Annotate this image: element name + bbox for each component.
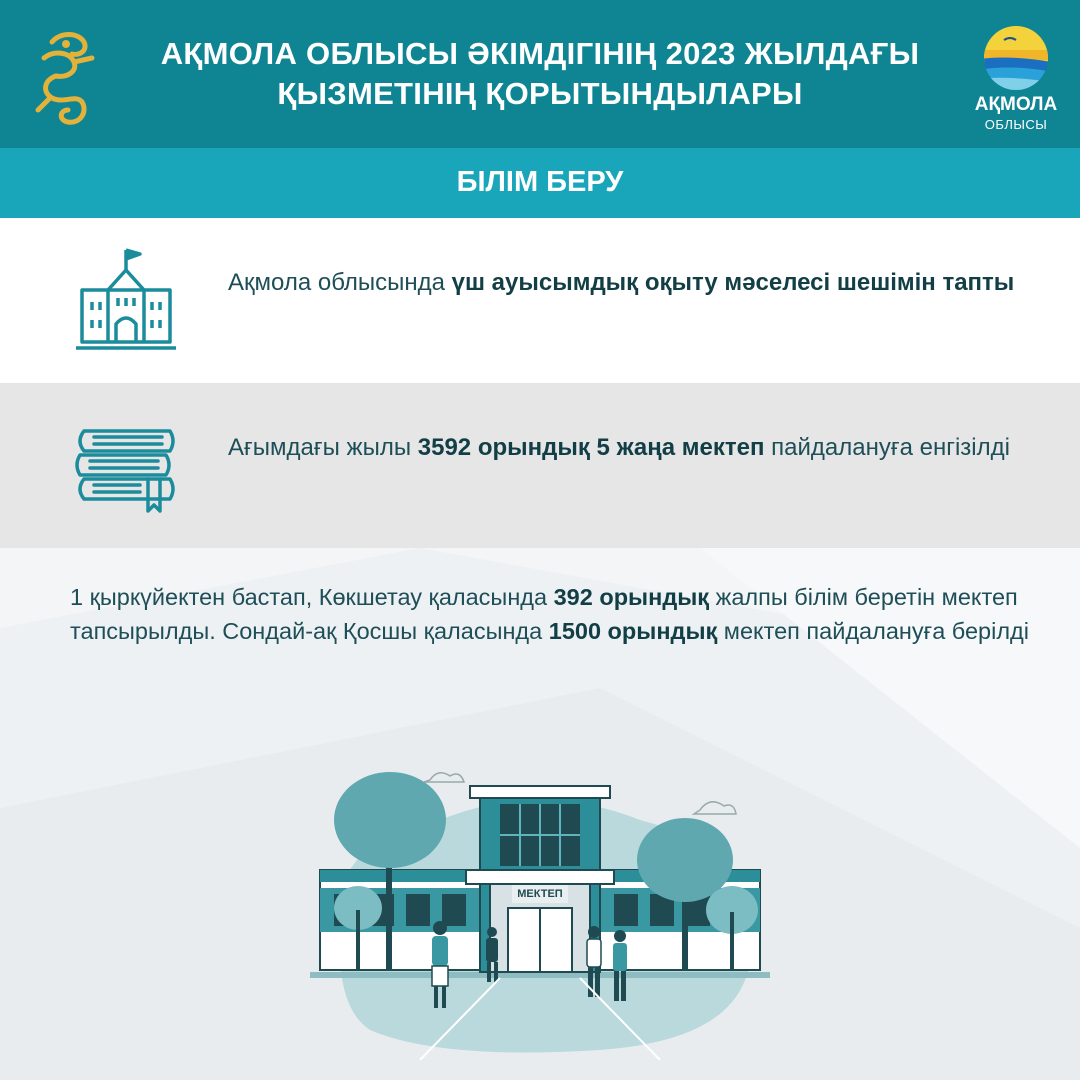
info-text-new-schools-plain-1: Ағымдағы жылы (228, 434, 418, 461)
section-bar (0, 148, 1080, 218)
paragraph-part-3: мектеп пайдалануға берілді (717, 618, 1029, 644)
info-text-new-schools-plain-2: пайдалануға енгізілді (764, 434, 1010, 461)
school-sign: МЕКТЕП (512, 885, 568, 903)
paragraph-bold-1: 392 орындық (553, 584, 710, 610)
info-text-new-schools-bold: 3592 орындық 5 жаңа мектеп (417, 434, 765, 461)
info-row-new-schools (0, 383, 1080, 548)
logo-subtitle: ОБЛЫСЫ (984, 117, 1048, 132)
logo-name: АҚМОЛА (974, 94, 1058, 115)
paragraph-part-1: 1 қыркүйектен бастап, Көкшетау қаласында (70, 584, 554, 610)
paragraph-part-2: жалпы білім беретін мектеп тапсырылды. Сондай-ақ Қосшы қаласында (70, 584, 1018, 644)
page-title-line-1: АҚМОЛА ОБЛЫСЫ ӘКІМДІГІНІҢ 2023 ЖЫЛДАҒЫ (160, 36, 920, 71)
paragraph-bold-2: 1500 орындық (548, 618, 718, 644)
books-stack-icon (70, 411, 182, 521)
section-title: БІЛІМ БЕРУ (456, 166, 624, 198)
header-banner (0, 0, 1080, 148)
akmola-region-logo (968, 22, 1064, 134)
page-title-line-2: ҚЫЗМЕТІНІҢ ҚОРЫТЫНДЫЛАРЫ (277, 76, 803, 111)
info-text-new-schools (228, 431, 1028, 464)
snow-leopard-emblem-icon (30, 28, 102, 130)
info-text-shifts (228, 266, 1028, 299)
school-illustration (300, 760, 780, 1060)
info-row-shifts (0, 218, 1080, 383)
akmola-region-logo-icon (968, 22, 1064, 94)
info-text-shifts-bold: үш ауысымдық оқыту мәселесі шешімін тапты (451, 269, 1015, 296)
info-paragraph (70, 580, 1030, 648)
school-building-icon (70, 246, 182, 356)
info-text-shifts-plain: Ақмола облысында (228, 269, 452, 296)
page-title (115, 34, 965, 114)
